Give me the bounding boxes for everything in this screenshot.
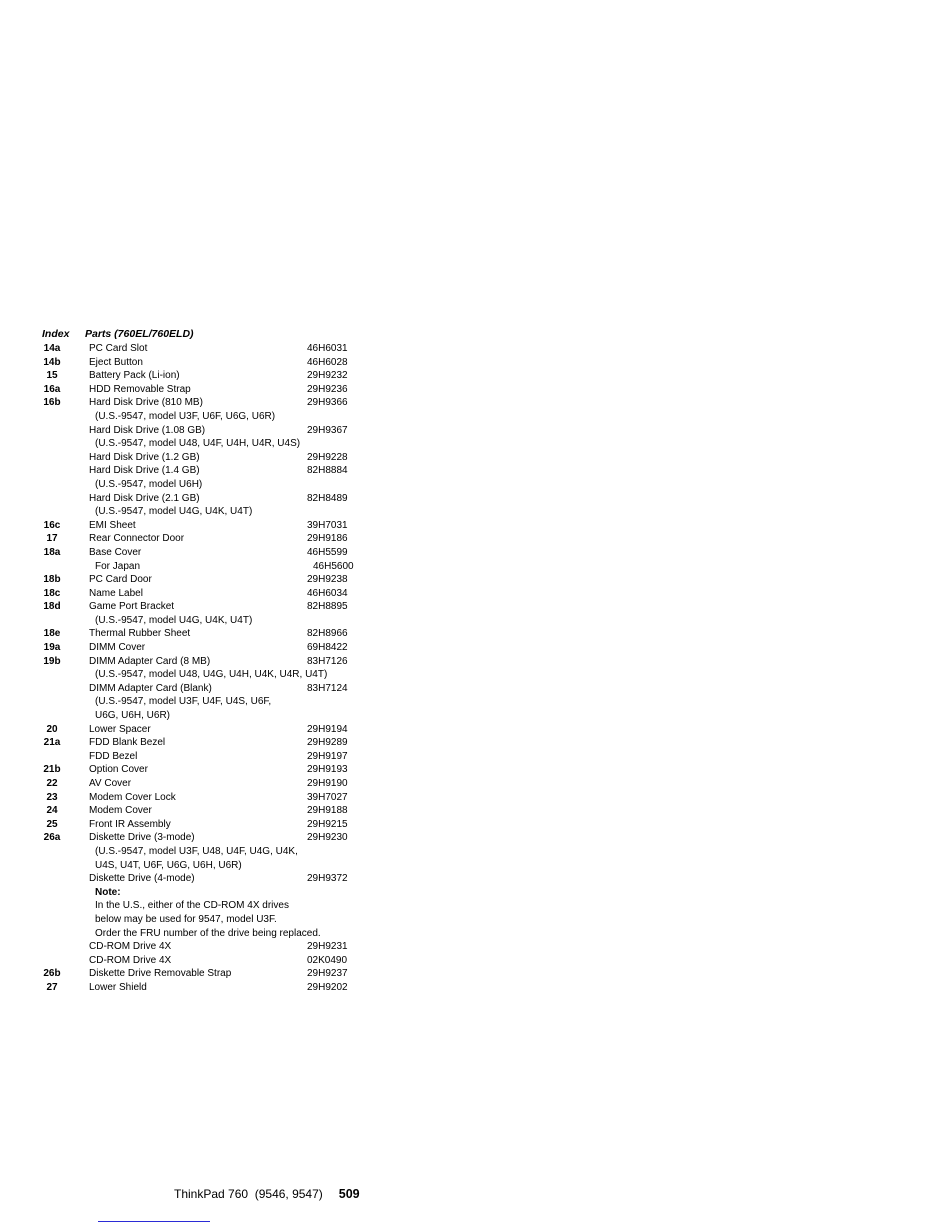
- row-part-number: 39H7031: [307, 519, 348, 531]
- row-index: [42, 913, 62, 927]
- row-part-number: [313, 859, 363, 873]
- table-row: [42, 655, 362, 669]
- row-index: 14b: [43, 356, 61, 368]
- table-row: [42, 546, 362, 560]
- row-part-number: 29H9193: [307, 764, 348, 776]
- row-description: Hard Disk Drive (1.4 GB): [89, 465, 200, 477]
- row-index: 18e: [43, 628, 61, 640]
- row-part-number: 83H7124: [307, 682, 348, 694]
- table-row: [42, 627, 362, 641]
- row-part-number: [313, 614, 363, 628]
- row-description: Name Label: [89, 587, 143, 599]
- table-row: [42, 369, 362, 383]
- row-part-number: 82H8966: [307, 628, 348, 640]
- table-row: [42, 600, 362, 614]
- row-description: Front IR Assembly: [89, 818, 171, 830]
- row-description: Option Cover: [89, 764, 148, 776]
- row-index: [42, 859, 62, 873]
- row-description: Diskette Drive (3-mode): [89, 832, 195, 844]
- row-part-number: 29H9202: [307, 981, 348, 993]
- row-index: [42, 682, 62, 696]
- row-description: DIMM Adapter Card (Blank): [89, 682, 212, 694]
- row-part-number: 29H9367: [307, 424, 348, 436]
- row-part-number: 29H9197: [307, 750, 348, 762]
- row-part-number: [313, 410, 363, 424]
- table-row: [42, 695, 362, 709]
- row-index: [42, 410, 62, 424]
- row-description: CD-ROM Drive 4X: [89, 941, 172, 953]
- row-part-number: [313, 845, 363, 859]
- row-index: [42, 899, 62, 913]
- row-description: FDD Blank Bezel: [89, 737, 166, 749]
- note-label: Note:: [95, 886, 121, 898]
- row-index: [42, 451, 62, 465]
- row-index: 23: [46, 791, 58, 803]
- table-row: [42, 396, 362, 410]
- row-description: FDD Bezel: [89, 750, 138, 762]
- row-index: 17: [46, 533, 58, 545]
- page-number: 509: [338, 1187, 360, 1201]
- table-row: [42, 981, 362, 995]
- table-row: [42, 940, 362, 954]
- row-index: 16c: [43, 519, 61, 531]
- row-part-number: 46H5600: [313, 560, 354, 572]
- row-index: 19a: [43, 642, 61, 654]
- row-part-number: 82H8895: [307, 601, 348, 613]
- row-description: EMI Sheet: [89, 519, 136, 531]
- row-part-number: 29H9190: [307, 778, 348, 789]
- row-index: [42, 505, 62, 519]
- table-row: [42, 763, 362, 777]
- row-description: Hard Disk Drive (810 MB): [89, 397, 203, 409]
- row-description: AV Cover: [89, 778, 132, 789]
- row-description: DIMM Adapter Card (8 MB): [89, 655, 211, 667]
- row-index: 14a: [43, 343, 61, 354]
- row-part-number: [313, 505, 363, 519]
- row-index: 16b: [43, 397, 61, 409]
- row-part-number: 02K0490: [307, 954, 348, 966]
- row-index: 26b: [43, 968, 61, 980]
- table-row: [42, 668, 362, 682]
- row-description: CD-ROM Drive 4X: [89, 954, 172, 966]
- row-part-number: 29H9188: [307, 805, 348, 817]
- table-row: [42, 356, 362, 370]
- row-part-number: 29H9230: [307, 832, 348, 844]
- row-index: [42, 872, 62, 886]
- table-row: [42, 872, 362, 886]
- row-part-number: [313, 437, 363, 451]
- table-row: [42, 437, 362, 451]
- table-row: [42, 954, 362, 968]
- row-part-number: 29H9237: [307, 968, 348, 980]
- row-description: Hard Disk Drive (1.08 GB): [89, 424, 206, 436]
- row-description: Modem Cover Lock: [89, 791, 176, 803]
- row-description: Base Cover: [89, 546, 142, 558]
- row-index: 20: [46, 723, 58, 735]
- row-part-number: 29H9231: [307, 941, 348, 953]
- row-index: [42, 424, 62, 438]
- row-description: Lower Spacer: [89, 723, 151, 735]
- footer-title: ThinkPad 760 (9546, 9547): [174, 1187, 323, 1201]
- table-row: [42, 777, 362, 791]
- row-part-number: [313, 695, 363, 709]
- table-row: [42, 342, 362, 356]
- row-description: Game Port Bracket: [89, 601, 175, 613]
- row-index: [42, 614, 62, 628]
- row-part-number: 29H9228: [307, 451, 348, 463]
- table-row: [42, 967, 362, 981]
- row-index: [42, 954, 62, 968]
- table-row: [42, 505, 362, 519]
- row-index: [42, 437, 62, 451]
- page-footer: [174, 1187, 360, 1201]
- row-part-number: 29H9236: [307, 383, 348, 395]
- row-part-number: [313, 899, 363, 913]
- row-description: (U.S.-9547, model U4G, U4K, U4T): [95, 614, 253, 626]
- row-description: DIMM Cover: [89, 642, 146, 654]
- row-index: 19b: [43, 655, 61, 667]
- table-row: [42, 886, 362, 900]
- table-row: [42, 831, 362, 845]
- row-description: (U.S.-9547, model U3F, U6F, U6G, U6R): [95, 410, 276, 422]
- row-part-number: [313, 927, 363, 941]
- row-description: PC Card Door: [89, 574, 152, 586]
- row-index: [42, 492, 62, 506]
- table-row: [42, 818, 362, 832]
- row-part-number: 82H8884: [307, 465, 348, 477]
- row-index: [42, 750, 62, 764]
- table-row: [42, 492, 362, 506]
- table-row: [42, 804, 362, 818]
- row-part-number: 46H6031: [307, 343, 348, 354]
- row-part-number: 29H9215: [307, 818, 348, 830]
- table-row: [42, 913, 362, 927]
- table-row: [42, 560, 362, 574]
- row-description: Eject Button: [89, 356, 143, 368]
- table-header: [42, 327, 362, 342]
- table-row: [42, 682, 362, 696]
- row-part-number: 46H5599: [307, 546, 348, 558]
- row-description: (U.S.-9547, model U3F, U4F, U4S, U6F,: [95, 696, 272, 708]
- row-description: Hard Disk Drive (1.2 GB): [89, 451, 200, 463]
- parts-column-header: Parts (760EL/760ELD): [85, 328, 194, 341]
- row-part-number: 29H9289: [307, 737, 348, 749]
- row-description: U6G, U6H, U6R): [95, 710, 171, 722]
- table-row: [42, 791, 362, 805]
- row-index: 16a: [43, 383, 61, 395]
- row-part-number: 39H7027: [307, 791, 348, 803]
- table-row: [42, 899, 362, 913]
- table-row: [42, 927, 362, 941]
- row-part-number: 29H9372: [307, 873, 348, 885]
- link-underline[interactable]: [98, 1221, 210, 1222]
- row-index: 24: [46, 805, 58, 817]
- table-row: [42, 709, 362, 723]
- row-part-number: 82H8489: [307, 492, 348, 504]
- table-row: [42, 532, 362, 546]
- row-description: Order the FRU number of the drive being replaced.: [95, 927, 321, 939]
- parts-table: [42, 327, 362, 995]
- table-row: [42, 845, 362, 859]
- row-index: [42, 464, 62, 478]
- row-index: [42, 478, 62, 492]
- table-row: [42, 614, 362, 628]
- row-index: 27: [46, 981, 58, 993]
- row-description: (U.S.-9547, model U48, U4G, U4H, U4K, U4R, U4T): [95, 669, 328, 681]
- row-index: 15: [46, 370, 58, 382]
- row-description: Diskette Drive Removable Strap: [89, 968, 232, 980]
- row-part-number: [313, 886, 363, 900]
- row-description: (U.S.-9547, model U48, U4F, U4H, U4R, U4S): [95, 438, 301, 450]
- table-row: [42, 723, 362, 737]
- table-row: [42, 451, 362, 465]
- table-row: [42, 383, 362, 397]
- row-index: [42, 560, 62, 574]
- row-index: [42, 940, 62, 954]
- row-description: Thermal Rubber Sheet: [89, 628, 191, 640]
- table-row: [42, 736, 362, 750]
- row-part-number: 29H9238: [307, 574, 348, 586]
- row-description: Battery Pack (Li-ion): [89, 370, 180, 382]
- table-row: [42, 464, 362, 478]
- row-description: Hard Disk Drive (2.1 GB): [89, 492, 200, 504]
- row-index: 22: [46, 778, 58, 789]
- table-row: [42, 410, 362, 424]
- row-index: 18d: [43, 601, 61, 613]
- row-part-number: 29H9366: [307, 397, 348, 409]
- row-description: Lower Shield: [89, 981, 147, 993]
- row-part-number: 46H6034: [307, 587, 348, 599]
- row-index: [42, 668, 62, 682]
- row-index: 18a: [43, 546, 61, 558]
- row-description: HDD Removable Strap: [89, 383, 191, 395]
- row-index: 21b: [43, 764, 61, 776]
- table-row: [42, 641, 362, 655]
- row-part-number: [313, 709, 363, 723]
- row-part-number: [313, 478, 363, 492]
- row-part-number: 83H7126: [307, 655, 348, 667]
- table-row: [42, 519, 362, 533]
- row-description: U4S, U4T, U6F, U6G, U6H, U6R): [95, 859, 242, 871]
- row-index: 18c: [43, 587, 61, 599]
- row-part-number: [313, 913, 363, 927]
- row-index: 21a: [43, 737, 61, 749]
- row-part-number: 29H9232: [307, 370, 348, 382]
- row-index: [42, 845, 62, 859]
- table-row: [42, 573, 362, 587]
- row-description: Modem Cover: [89, 805, 152, 817]
- row-part-number: 46H6028: [307, 356, 348, 368]
- table-row: [42, 587, 362, 601]
- row-index: 25: [46, 818, 58, 830]
- row-description: Diskette Drive (4-mode): [89, 873, 195, 885]
- parts-rows: [42, 342, 362, 995]
- row-part-number: 29H9194: [307, 723, 348, 735]
- table-row: [42, 478, 362, 492]
- row-description: (U.S.-9547, model U3F, U48, U4F, U4G, U4K,: [95, 845, 298, 857]
- row-index: [42, 709, 62, 723]
- index-column-header: Index: [42, 328, 70, 341]
- row-index: 18b: [43, 574, 61, 586]
- row-description: In the U.S., either of the CD-ROM 4X drives: [95, 900, 289, 912]
- row-index: [42, 927, 62, 941]
- row-description: below may be used for 9547, model U3F.: [95, 913, 277, 925]
- row-description: Rear Connector Door: [89, 533, 185, 545]
- row-description: (U.S.-9547, model U4G, U4K, U4T): [95, 506, 253, 518]
- row-index: 26a: [43, 832, 61, 844]
- row-index: [42, 695, 62, 709]
- row-part-number: 29H9186: [307, 533, 348, 545]
- table-row: [42, 424, 362, 438]
- table-row: [42, 859, 362, 873]
- row-part-number: 69H8422: [307, 642, 348, 654]
- table-row: [42, 750, 362, 764]
- row-part-number: [313, 668, 363, 682]
- row-description: For Japan: [95, 560, 141, 572]
- row-index: [42, 886, 62, 900]
- row-description: PC Card Slot: [89, 343, 148, 354]
- row-description: (U.S.-9547, model U6H): [95, 478, 203, 490]
